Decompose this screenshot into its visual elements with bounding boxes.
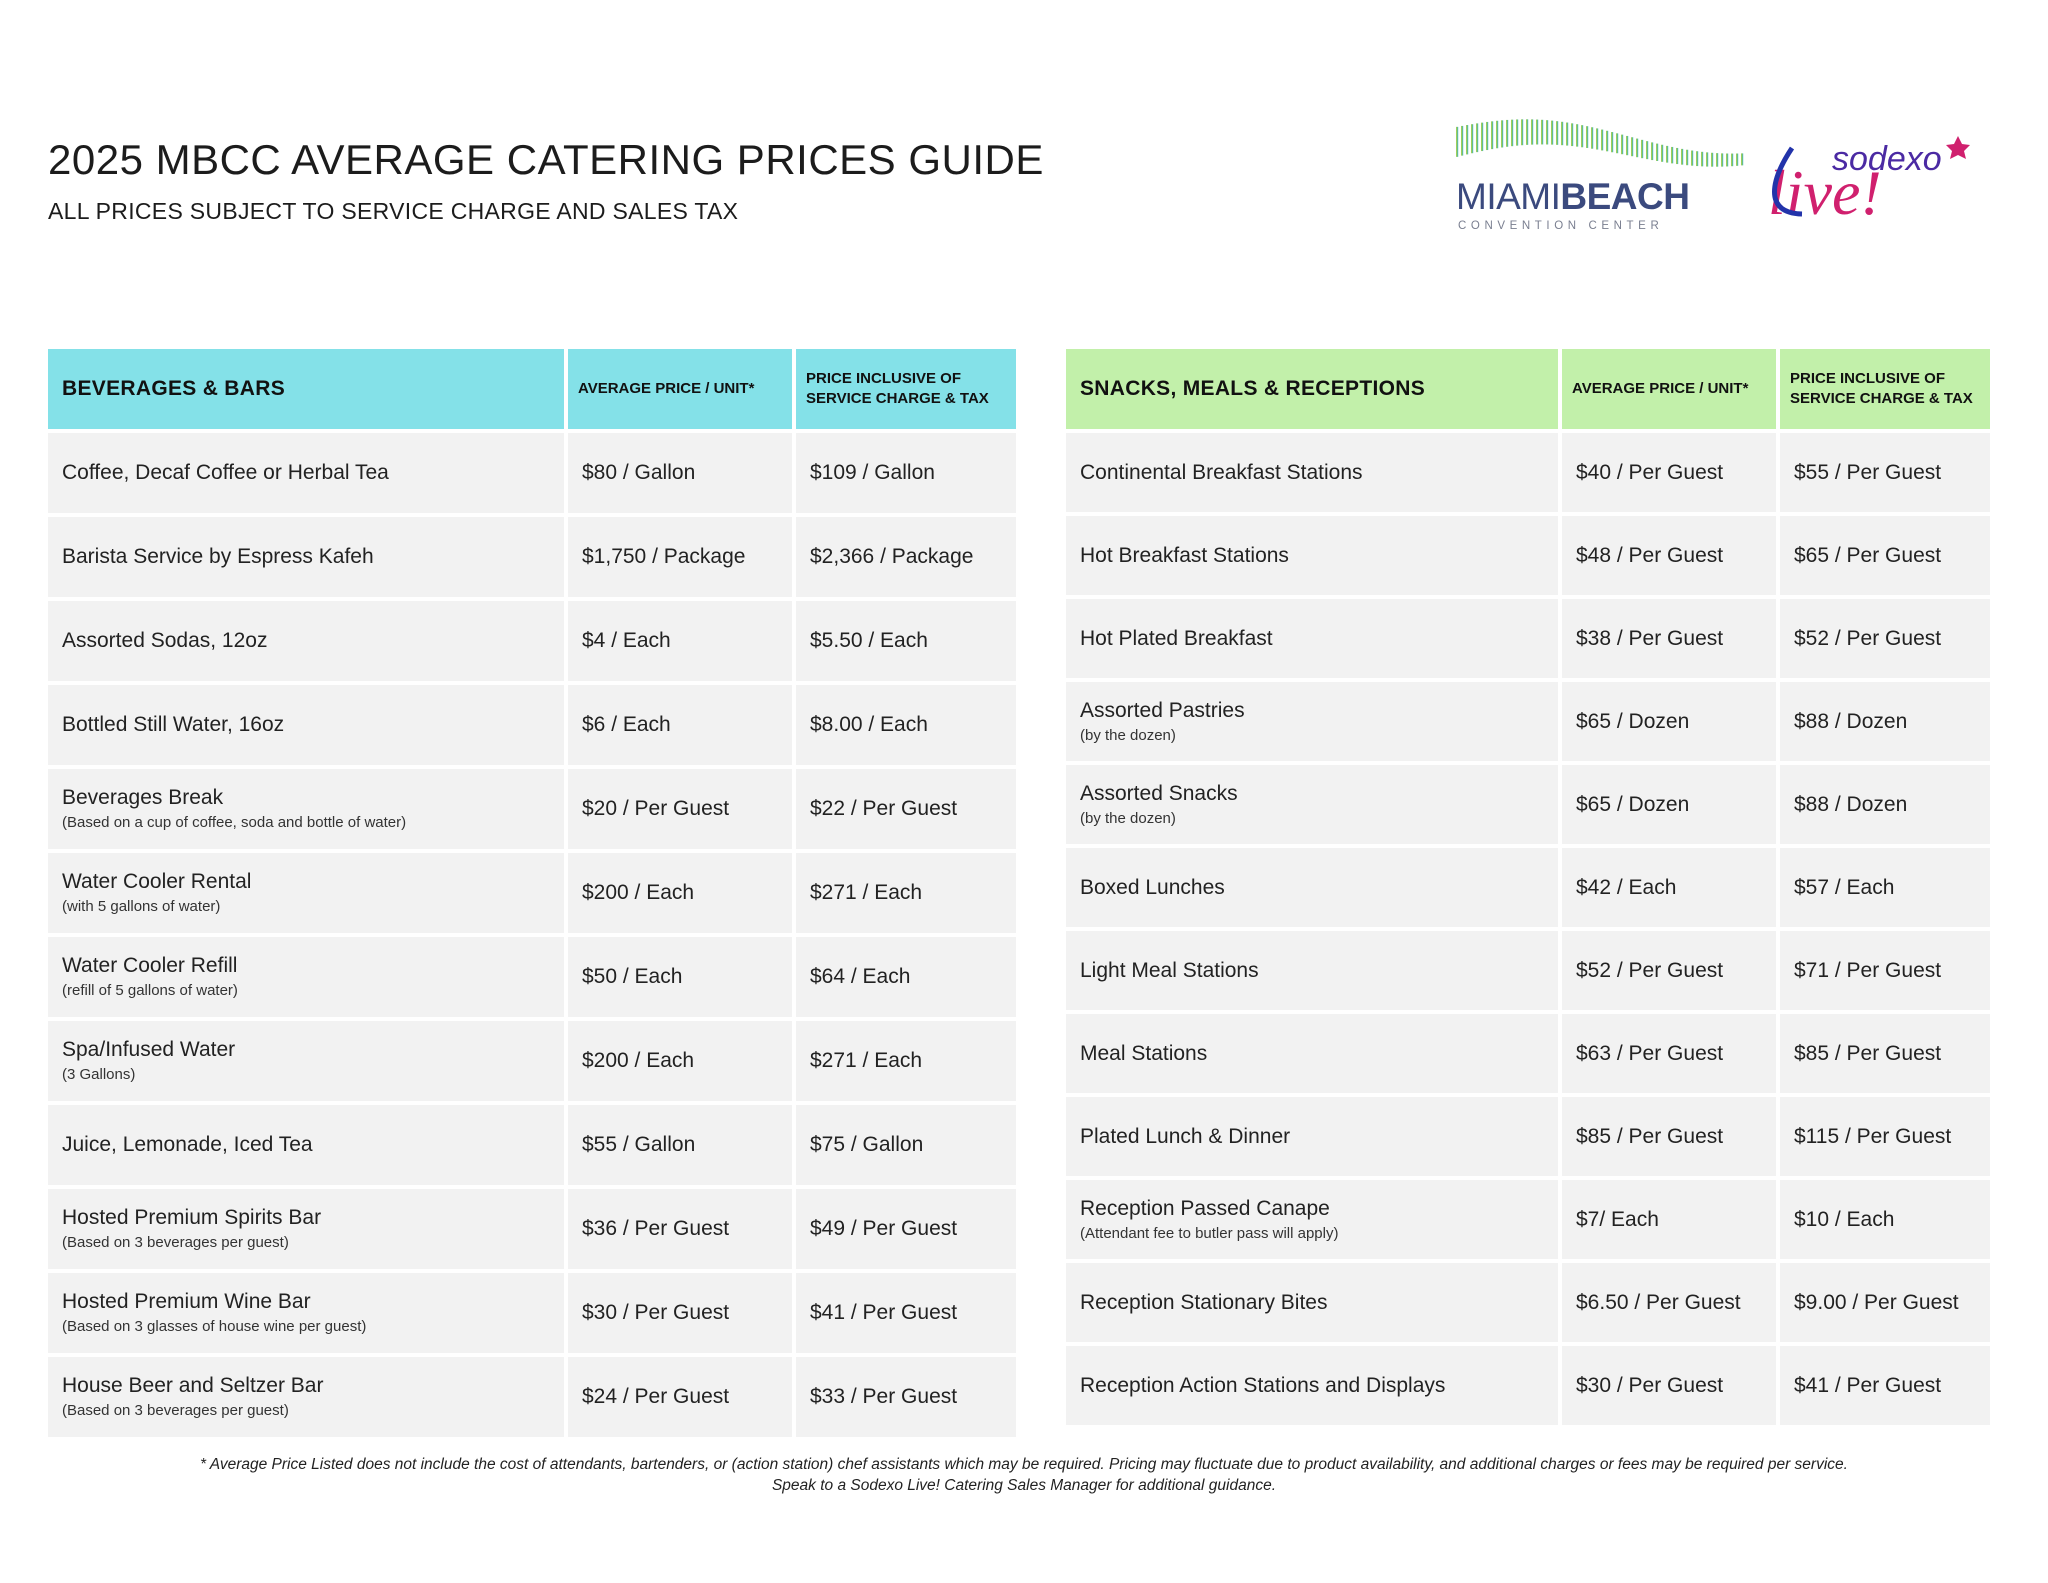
- beverages-avg-header: AVERAGE PRICE / UNIT*: [568, 349, 792, 429]
- table-row: [48, 853, 1016, 933]
- table-row: [48, 769, 1016, 849]
- average-price-cell: $6 / Each: [568, 685, 792, 765]
- average-price-cell: $52 / Per Guest: [1562, 931, 1776, 1010]
- item-cell: [1066, 682, 1558, 761]
- table-row: [1066, 682, 1990, 761]
- wave-bar: [1591, 127, 1593, 148]
- wave-bar: [1606, 131, 1608, 152]
- item-name: Water Cooler Rental: [62, 870, 252, 893]
- wave-bar: [1701, 152, 1703, 167]
- table-row: [1066, 848, 1990, 927]
- wave-bar: [1696, 151, 1698, 166]
- table-row: [1066, 765, 1990, 844]
- wave-bar: [1571, 123, 1573, 146]
- item-name: Meal Stations: [1080, 1041, 1208, 1065]
- wave-bar: [1541, 120, 1543, 145]
- item-cell: [48, 1021, 564, 1101]
- wave-bar: [1491, 121, 1493, 149]
- item-note: (Based on a cup of coffee, soda and bottle of water): [62, 814, 407, 831]
- mbcc-wordmark: MIAMIBEACH: [1456, 176, 1690, 217]
- average-price-cell: $40 / Per Guest: [1562, 433, 1776, 512]
- wave-bar: [1576, 124, 1578, 146]
- table-row: [1066, 931, 1990, 1010]
- average-price-cell: $65 / Dozen: [1562, 682, 1776, 761]
- average-price-cell: $6.50 / Per Guest: [1562, 1263, 1776, 1342]
- average-price-cell: $200 / Each: [568, 853, 792, 933]
- item-cell: [48, 853, 564, 933]
- wave-bar: [1611, 132, 1613, 152]
- inclusive-price-cell: $271 / Each: [796, 1021, 1016, 1101]
- wave-bar: [1521, 119, 1523, 145]
- item-name: Beverages Break: [62, 786, 224, 809]
- average-price-cell: $65 / Dozen: [1562, 765, 1776, 844]
- item-cell: [48, 517, 564, 597]
- table-row: [48, 601, 1016, 681]
- inclusive-price-cell: $41 / Per Guest: [796, 1273, 1016, 1353]
- wave-bar: [1721, 153, 1723, 166]
- table-row: [48, 433, 1016, 513]
- wave-bar: [1476, 123, 1478, 152]
- table-row: [48, 1105, 1016, 1185]
- item-cell: [1066, 931, 1558, 1010]
- snacks-table: [1066, 349, 1990, 1429]
- inclusive-price-cell: $55 / Per Guest: [1780, 433, 1990, 512]
- wave-bar: [1566, 123, 1568, 146]
- item-name: Barista Service by Espress Kafeh: [62, 545, 374, 568]
- page-subtitle: ALL PRICES SUBJECT TO SERVICE CHARGE AND SALES TAX: [48, 198, 739, 224]
- item-name: Reception Action Stations and Displays: [1080, 1373, 1446, 1397]
- inclusive-price-cell: $64 / Each: [796, 937, 1016, 1017]
- average-price-cell: $38 / Per Guest: [1562, 599, 1776, 678]
- average-price-cell: $7/ Each: [1562, 1180, 1776, 1259]
- item-name: Bottled Still Water, 16oz: [62, 713, 285, 736]
- footnote: [48, 1454, 2000, 1496]
- wave-bar: [1616, 133, 1618, 153]
- page-title: 2025 MBCC AVERAGE CATERING PRICES GUIDE: [48, 136, 1044, 183]
- item-cell: [48, 601, 564, 681]
- wave-bar: [1736, 154, 1738, 166]
- item-name: Hosted Premium Spirits Bar: [62, 1206, 322, 1229]
- wave-bar: [1716, 153, 1718, 167]
- beverages-incl-header: PRICE INCLUSIVE OF SERVICE CHARGE & TAX: [796, 349, 1016, 429]
- wave-bar: [1601, 130, 1603, 151]
- average-price-cell: $48 / Per Guest: [1562, 516, 1776, 595]
- table-row: [48, 1357, 1016, 1437]
- wave-bar: [1631, 137, 1633, 156]
- item-cell: [1066, 433, 1558, 512]
- item-cell: [1066, 1263, 1558, 1342]
- item-name: Spa/Infused Water: [62, 1038, 236, 1061]
- wave-bar: [1536, 120, 1538, 145]
- wave-bar: [1651, 142, 1653, 160]
- inclusive-price-cell: $2,366 / Package: [796, 517, 1016, 597]
- inclusive-price-cell: $49 / Per Guest: [796, 1189, 1016, 1269]
- table-row: [1066, 1014, 1990, 1093]
- page-header: [48, 136, 1044, 225]
- item-name: Hosted Premium Wine Bar: [62, 1290, 311, 1313]
- table-row: [1066, 1180, 1990, 1259]
- table-row: [48, 1021, 1016, 1101]
- item-name: Light Meal Stations: [1080, 958, 1259, 982]
- average-price-cell: $42 / Each: [1562, 848, 1776, 927]
- item-cell: [1066, 1014, 1558, 1093]
- inclusive-price-cell: $57 / Each: [1780, 848, 1990, 927]
- wave-bar: [1481, 123, 1483, 151]
- table-row: [48, 1273, 1016, 1353]
- item-cell: [48, 1357, 564, 1437]
- wave-bar: [1666, 146, 1668, 163]
- table-row: [1066, 1097, 1990, 1176]
- average-price-cell: $24 / Per Guest: [568, 1357, 792, 1437]
- item-name: Continental Breakfast Stations: [1080, 460, 1363, 484]
- item-name: Hot Breakfast Stations: [1080, 543, 1289, 567]
- inclusive-price-cell: $8.00 / Each: [796, 685, 1016, 765]
- inclusive-price-cell: $9.00 / Per Guest: [1780, 1263, 1990, 1342]
- average-price-cell: $30 / Per Guest: [568, 1273, 792, 1353]
- inclusive-price-cell: $33 / Per Guest: [796, 1357, 1016, 1437]
- live-text: live!: [1768, 157, 1882, 228]
- wave-bar: [1671, 147, 1673, 163]
- item-name: Hot Plated Breakfast: [1080, 626, 1273, 650]
- wave-bar: [1741, 153, 1743, 165]
- inclusive-price-cell: $52 / Per Guest: [1780, 599, 1990, 678]
- item-name: Juice, Lemonade, Iced Tea: [62, 1133, 313, 1156]
- mbcc-subtitle: CONVENTION CENTER: [1458, 220, 1664, 232]
- item-name: Reception Passed Canape: [1080, 1196, 1330, 1220]
- item-note: (Based on 3 beverages per guest): [62, 1402, 289, 1419]
- average-price-cell: $85 / Per Guest: [1562, 1097, 1776, 1176]
- item-note: (Attendant fee to butler pass will apply): [1080, 1224, 1339, 1242]
- item-cell: [48, 1189, 564, 1269]
- item-cell: [48, 1273, 564, 1353]
- wave-bar: [1496, 121, 1498, 148]
- beverages-category-header: BEVERAGES & BARS: [48, 349, 564, 429]
- average-price-cell: $50 / Each: [568, 937, 792, 1017]
- item-note: (Based on 3 beverages per guest): [62, 1234, 289, 1251]
- wave-bar: [1556, 121, 1558, 145]
- item-note: (with 5 gallons of water): [62, 898, 221, 915]
- sodexo-text: sodexo: [1832, 140, 1942, 178]
- beverages-table: [48, 349, 1016, 1441]
- star-icon: [1946, 136, 1970, 159]
- table-row: [48, 685, 1016, 765]
- wave-bar: [1486, 122, 1488, 150]
- item-cell: [1066, 1346, 1558, 1425]
- table-row: [1066, 433, 1990, 512]
- item-name: Plated Lunch & Dinner: [1080, 1124, 1291, 1148]
- average-price-cell: $20 / Per Guest: [568, 769, 792, 849]
- item-cell: [48, 1105, 564, 1185]
- average-price-cell: $55 / Gallon: [568, 1105, 792, 1185]
- wave-bar: [1661, 145, 1663, 162]
- wave-bar: [1511, 120, 1513, 147]
- inclusive-price-cell: $271 / Each: [796, 853, 1016, 933]
- inclusive-price-cell: $71 / Per Guest: [1780, 931, 1990, 1010]
- miami-beach-convention-center-logo: [1450, 108, 1750, 238]
- wave-bar: [1526, 119, 1528, 145]
- item-cell: [48, 937, 564, 1017]
- average-price-cell: $36 / Per Guest: [568, 1189, 792, 1269]
- wave-bar: [1731, 154, 1733, 167]
- beverages-header-row: [48, 349, 1016, 429]
- wave-bar: [1506, 120, 1508, 147]
- item-cell: [48, 433, 564, 513]
- average-price-cell: $63 / Per Guest: [1562, 1014, 1776, 1093]
- wave-bar: [1561, 122, 1563, 145]
- inclusive-price-cell: $65 / Per Guest: [1780, 516, 1990, 595]
- item-cell: [48, 769, 564, 849]
- item-name: Assorted Pastries: [1080, 698, 1245, 722]
- wave-bar: [1581, 125, 1583, 147]
- wave-bar: [1711, 153, 1713, 167]
- snacks-header-row: [1066, 349, 1990, 429]
- wave-bar: [1621, 135, 1623, 155]
- item-name: Assorted Sodas, 12oz: [62, 629, 268, 652]
- wave-bar: [1531, 119, 1533, 144]
- wave-bar: [1471, 124, 1473, 153]
- item-cell: [1066, 599, 1558, 678]
- wave-bar: [1466, 125, 1468, 154]
- table-row: [1066, 599, 1990, 678]
- average-price-cell: $80 / Gallon: [568, 433, 792, 513]
- item-note: (refill of 5 gallons of water): [62, 982, 238, 999]
- item-cell: [1066, 1180, 1558, 1259]
- wave-bar: [1636, 139, 1638, 158]
- inclusive-price-cell: $5.50 / Each: [796, 601, 1016, 681]
- item-name: Coffee, Decaf Coffee or Herbal Tea: [62, 461, 389, 484]
- wave-bar: [1551, 121, 1553, 145]
- average-price-cell: $4 / Each: [568, 601, 792, 681]
- item-cell: [1066, 765, 1558, 844]
- table-row: [48, 937, 1016, 1017]
- item-note: (3 Gallons): [62, 1066, 136, 1083]
- wave-icon: [1450, 108, 1750, 178]
- footnote-line-1: * Average Price Listed does not include the cost of attendants, bartenders, or (action station) chef assistants which may be required. Pricing may fluctuate due to product availability, and additional charges or fees may be required per service.: [200, 1456, 1848, 1473]
- average-price-cell: $30 / Per Guest: [1562, 1346, 1776, 1425]
- wave-bar: [1676, 148, 1678, 164]
- inclusive-price-cell: $41 / Per Guest: [1780, 1346, 1990, 1425]
- item-note: (Based on 3 glasses of house wine per guest): [62, 1318, 367, 1335]
- sodexo-live-logo: [1762, 118, 2002, 228]
- wave-bar: [1706, 152, 1708, 166]
- item-cell: [1066, 848, 1558, 927]
- inclusive-price-cell: $109 / Gallon: [796, 433, 1016, 513]
- wave-bar: [1691, 151, 1693, 166]
- table-row: [48, 517, 1016, 597]
- item-name: Boxed Lunches: [1080, 875, 1225, 899]
- table-row: [48, 1189, 1016, 1269]
- wave-bar: [1626, 136, 1628, 155]
- average-price-cell: $1,750 / Package: [568, 517, 792, 597]
- item-cell: [48, 685, 564, 765]
- inclusive-price-cell: $10 / Each: [1780, 1180, 1990, 1259]
- wave-bar: [1646, 141, 1648, 159]
- wave-bar: [1596, 128, 1598, 149]
- item-cell: [1066, 1097, 1558, 1176]
- snacks-avg-header: AVERAGE PRICE / UNIT*: [1562, 349, 1776, 429]
- inclusive-price-cell: $88 / Dozen: [1780, 682, 1990, 761]
- wave-bar: [1461, 126, 1463, 156]
- wave-bar: [1641, 140, 1643, 158]
- wave-bar: [1586, 126, 1588, 148]
- average-price-cell: $200 / Each: [568, 1021, 792, 1101]
- item-name: Reception Stationary Bites: [1080, 1290, 1328, 1314]
- wave-bar: [1681, 149, 1683, 165]
- snacks-category-header: SNACKS, MEALS & RECEPTIONS: [1066, 349, 1558, 429]
- inclusive-price-cell: $75 / Gallon: [796, 1105, 1016, 1185]
- table-row: [1066, 516, 1990, 595]
- inclusive-price-cell: $22 / Per Guest: [796, 769, 1016, 849]
- footnote-line-2: Speak to a Sodexo Live! Catering Sales Manager for additional guidance.: [771, 1477, 1277, 1494]
- wave-bar: [1686, 150, 1688, 165]
- wave-bar: [1456, 127, 1458, 157]
- item-cell: [1066, 516, 1558, 595]
- item-name: Assorted Snacks: [1080, 781, 1238, 805]
- item-name: House Beer and Seltzer Bar: [62, 1374, 324, 1397]
- wave-bar: [1726, 154, 1728, 167]
- item-name: Water Cooler Refill: [62, 954, 238, 977]
- inclusive-price-cell: $115 / Per Guest: [1780, 1097, 1990, 1176]
- wave-bar: [1501, 120, 1503, 147]
- inclusive-price-cell: $85 / Per Guest: [1780, 1014, 1990, 1093]
- snacks-incl-header: PRICE INCLUSIVE OF SERVICE CHARGE & TAX: [1780, 349, 1990, 429]
- inclusive-price-cell: $88 / Dozen: [1780, 765, 1990, 844]
- table-row: [1066, 1263, 1990, 1342]
- wave-bar: [1546, 120, 1548, 144]
- table-row: [1066, 1346, 1990, 1425]
- item-note: (by the dozen): [1080, 726, 1176, 744]
- wave-bar: [1516, 119, 1518, 145]
- item-note: (by the dozen): [1080, 809, 1176, 827]
- wave-bar: [1656, 144, 1658, 161]
